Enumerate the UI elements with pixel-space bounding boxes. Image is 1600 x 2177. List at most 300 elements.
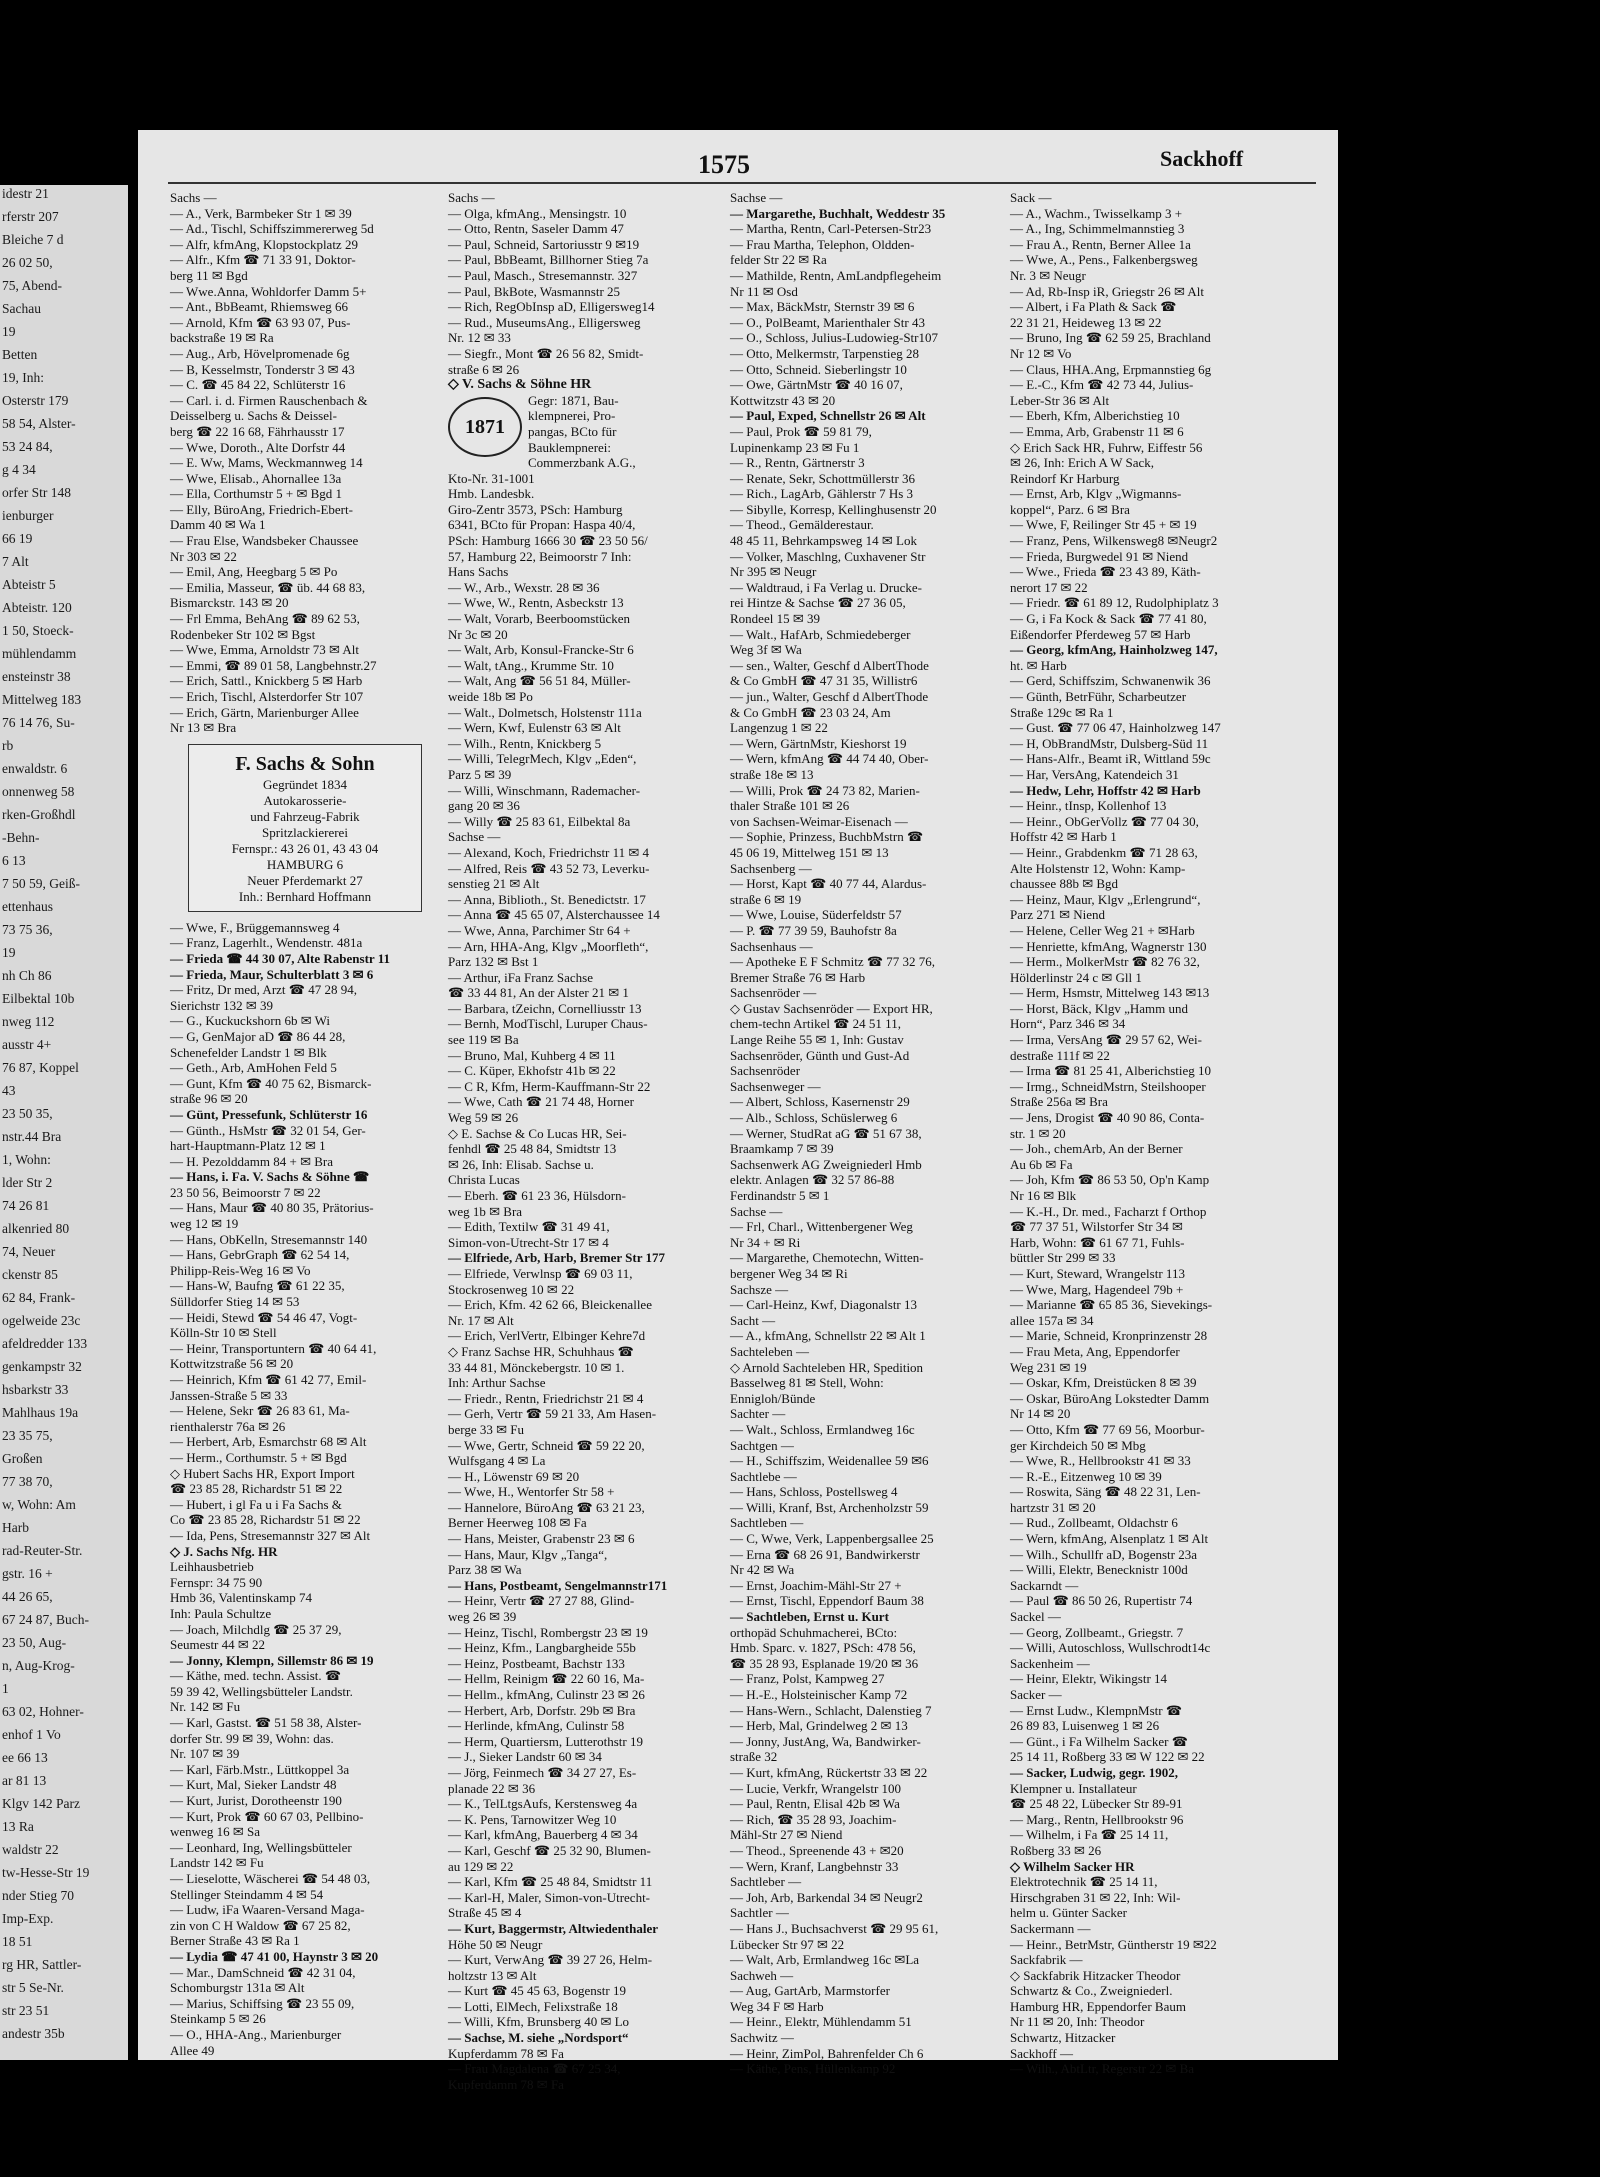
directory-entry-line: Sacker — [1010,1687,1062,1702]
directory-entry-line: — Wwe., Frieda ☎ 23 43 89, Käth- [1010,564,1201,580]
directory-entry-line: berge 33 ✉ Fu [448,1421,525,1437]
directory-entry-line: straße 6 ✉ 19 [730,891,802,907]
directory-entry-line: — Paul ☎ 86 50 26, Rupertistr 74 [1010,1593,1193,1609]
directory-entry-line: — Hans-Wern., Schlacht, Dalenstieg 7 [730,1702,932,1718]
directory-entry-line: — Wwe, Emma, Arnoldstr 73 ✉ Alt [170,642,360,658]
directory-entry-line: Nr 395 ✉ Neugr [730,564,817,580]
left-page-line: nweg 112 [2,1014,55,1029]
left-page-line: Abteistr. 120 [2,600,72,615]
directory-entry-line: Nr 11 ✉ 20, Inh: Theodor [1010,2014,1145,2030]
directory-entry-line: — Alfr, kfmAng, Klopstockplatz 29 [170,236,358,252]
text-line: HAMBURG 6 [266,856,344,872]
directory-entry-line: — Bruno, Mal, Kuhberg 4 ✉ 11 [448,1047,616,1063]
directory-entry-line: — Wwe, Anna, Parchimer Str 64 + [448,922,631,938]
directory-entry-line: — Har, VersAng, Katendeich 31 [1010,766,1179,782]
directory-entry-line: — Kurt, Prok ☎ 60 67 03, Pellbino- [170,1808,364,1824]
left-page-line: Großen [2,1451,43,1466]
directory-entry-line: — Erich, Kfm. 42 62 66, Bleickenallee [448,1297,652,1313]
directory-entry-line: & Co GmbH ☎ 47 31 35, Willistr6 [730,673,918,689]
directory-entry-line: Weg 34 F ✉ Harb [730,1998,824,2014]
left-page-line: 77 38 70, [2,1474,53,1489]
directory-entry-line: Straße 129c ✉ Ra 1 [1010,704,1114,720]
directory-entry-line: — Franz, Polst, Kampweg 27 [730,1671,885,1687]
left-page-line: 23 35 75, [2,1428,53,1443]
left-page-line: 76 87, Koppel [2,1060,79,1075]
directory-entry-line: — Wilh., Rentn, Knickberg 5 [448,735,602,751]
directory-entry-line: Lupinenkamp 23 ✉ Fu 1 [730,439,860,455]
directory-entry-line: — Herbert, Arb, Dorfstr. 29b ✉ Bra [448,1702,636,1718]
directory-entry-line: — Wwe.Anna, Wohldorfer Damm 5+ [170,283,367,299]
directory-entry-line: — H, ObBrandMstr, Dulsberg-Süd 11 [1010,735,1209,751]
directory-entry-line: — Ludw, iFa Waaren-Versand Maga- [170,1902,365,1918]
directory-entry-line: ◇ Arnold Sachteleben HR, Spedition [730,1359,924,1375]
left-page-line: gstr. 16 + [2,1566,53,1581]
directory-entry-line: Weg 59 ✉ 26 [448,1110,519,1126]
left-page-line: 6 13 [2,853,26,868]
directory-entry-line: ◇ J. Sachs Nfg. HR [170,1543,278,1559]
directory-entry-line: — Anna ☎ 45 65 07, Alsterchaussee 14 [448,907,660,923]
directory-entry-line: chaussee 88b ✉ Bgd [1010,876,1119,892]
directory-entry-line: Nr 16 ✉ Blk [1010,1188,1077,1203]
left-page-line: enwaldstr. 6 [2,761,68,776]
left-page-line: Bleiche 7 d [2,232,64,247]
directory-entry-line: Nr 42 ✉ Wa [730,1562,795,1578]
left-page-line: 73 75 36, [2,922,53,937]
directory-entry-line: — Ad., Tischl, Schiffszimmererweg 5d [170,221,374,237]
left-page-line: ar 81 13 [2,1773,47,1788]
left-page-line: ogelweide 23c [2,1313,81,1328]
directory-entry-line: Sackhoff — [1010,2045,1073,2061]
left-page-line: Mahlhaus 19a [2,1405,79,1420]
directory-entry-line: Nr 12 ✉ Vo [1010,345,1072,361]
directory-entry-line: Ferdinandstr 5 ✉ 1 [730,1188,830,1203]
directory-entry-line: — Olga, kfmAng., Mensingstr. 10 [448,205,627,221]
directory-entry-line: bergener Weg 34 ✉ Ri [730,1265,848,1281]
directory-entry-line: berg 11 ✉ Bgd [170,267,248,283]
directory-entry-line: — Volker, Maschlng, Cuxhavener Str [730,548,926,564]
left-page-line: genkampstr 32 [2,1359,82,1374]
directory-entry-line: — Wwe, F, Reilinger Str 45 + ✉ 19 [1010,517,1197,533]
directory-entry-line: — Frieda, Burgwedel 91 ✉ Niend [1010,548,1189,564]
directory-entry-line: — Karl, Kfm ☎ 25 48 84, Smidtstr 11 [448,1874,653,1890]
directory-entry-line: felder Str 22 ✉ Ra [730,252,827,268]
directory-entry-line: 26 89 83, Luisenweg 1 ✉ 26 [1010,1718,1160,1734]
directory-entry-line: Kölln-Str 10 ✉ Stell [170,1325,277,1341]
left-page-line: 19 [2,945,16,960]
left-page-line: Sachau [2,301,41,316]
left-page-line: mühlendamm [2,646,77,661]
directory-entry-line: — Heinr., ObGerVollz ☎ 77 04 30, [1010,813,1199,829]
directory-entry-line: Christa Lucas [448,1172,520,1188]
directory-entry-line: — Heinz, Kfm., Langbargheide 55b [448,1640,636,1656]
directory-entry-line: 45 06 19, Mittelweg 151 ✉ 13 [730,844,889,860]
left-page-line: 1 [2,1681,9,1696]
left-page-line: onnenweg 58 [2,784,75,799]
directory-entry-line: — Ernst Ludw., KlempnMstr ☎ [1010,1702,1183,1718]
directory-entry-line: — Ad, Rb-Insp iR, Griegstr 26 ✉ Alt [1010,283,1204,299]
directory-entry-line: — Kurt, Jurist, Dorotheenstr 190 [170,1793,342,1809]
directory-entry-line: — Horst, Bäck, Klgv „Hamm und [1010,1000,1189,1016]
directory-entry-line: — Hubert, i gl Fa u i Fa Sachs & [170,1496,342,1512]
text-line: PSch: Hamburg 1666 30 ☎ 23 50 56/ [448,533,648,549]
directory-entry-line: — Alfred, Reis ☎ 43 52 73, Leverku- [448,860,650,876]
column-2 [448,190,710,2092]
directory-entry-line: — Alb., Schloss, Schüslerweg 6 [730,1110,898,1126]
directory-entry-line: Bismarckstr. 143 ✉ 20 [170,595,289,611]
directory-entry-line: — Frl Emma, BehAng ☎ 89 62 53, [170,611,360,627]
left-page-line: -Behn- [2,830,40,845]
left-page-line: tw-Hesse-Str 19 [2,1865,90,1880]
left-page-line: 7 Alt [2,554,29,569]
directory-entry-line: — Käthe, med. techn. Assist. ☎ [170,1668,342,1684]
directory-entry-line: — Kurt, VerwAng ☎ 39 27 26, Helm- [448,1952,653,1968]
directory-entry-line: hart-Hauptmann-Platz 12 ✉ 1 [170,1138,326,1154]
left-page-line: rken-Großhdl [2,807,76,822]
directory-entry-line: — Walt., Schloss, Ermlandweg 16c [730,1421,915,1437]
directory-entry-line: — Georg, kfmAng, Hainholzweg 147, [1010,642,1218,658]
directory-entry-line: — Margarethe, Chemotechn, Witten- [730,1250,924,1266]
directory-entry-line: Sachse — [730,1203,783,1219]
directory-entry-line: Nr. 142 ✉ Fu [170,1699,241,1715]
directory-entry-line: Schwartz, Hitzacker [1010,2030,1116,2046]
directory-entry-line: — E.-C., Kfm ☎ 42 73 44, Julius- [1010,377,1194,393]
directory-entry-line: — Arnold, Kfm ☎ 63 93 07, Pus- [170,314,351,330]
left-page-line: 63 02, Hohner- [2,1704,84,1719]
directory-entry-line: — Arthur, iFa Franz Sachse [448,969,593,985]
left-page-line: rg HR, Sattler- [2,1957,82,1972]
directory-entry-line: — Paul, BkBote, Wasmannstr 25 [448,283,621,299]
directory-entry-line: — Herm., MolkerMstr ☎ 82 76 32, [1010,954,1200,970]
left-page-line: Osterstr 179 [2,393,69,408]
directory-entry-line: Lübecker Str 97 ✉ 22 [730,1936,845,1952]
directory-entry-line: — Geth., Arb, AmHohen Feld 5 [170,1060,337,1076]
directory-entry-line: Sachsenröder [730,1063,801,1079]
left-page-line: ckenstr 85 [2,1267,58,1282]
directory-entry-line: — Albert, i Fa Plath & Sack ☎ [1010,299,1177,315]
directory-entry-line: — Ida, Pens, Stresemannstr 327 ✉ Alt [170,1527,371,1543]
directory-entry-line: — Apotheke E F Schmitz ☎ 77 32 76, [730,954,936,970]
directory-entry-line: — Marie, Schneid, Kronprinzenstr 28 [1010,1328,1208,1344]
directory-entry-line: weg 1b ✉ Bra [448,1203,523,1219]
directory-entry-line: Weg 3f ✉ Wa [730,642,802,658]
directory-entry-line: — Paul, Exped, Schnellstr 26 ✉ Alt [730,408,926,424]
directory-entry-line: — Ella, Corthumstr 5 + ✉ Bgd 1 [170,486,343,502]
left-page-line: 43 [2,1083,16,1098]
directory-entry-line: — Siegfr., Mont ☎ 26 56 82, Smidt- [448,345,644,361]
directory-page [138,130,1338,2092]
directory-entry-line: — Ernst, Tischl, Eppendorf Baum 38 [730,1593,924,1609]
left-page-line: 74 26 81 [2,1198,50,1213]
directory-entry-line: — Frau A., Rentn, Berner Allee 1a [1010,236,1191,252]
directory-entry-line: — Helene, Celler Weg 21 + ✉Harb [1010,922,1195,938]
directory-entry-line: str. 1 ✉ 20 [1010,1125,1066,1141]
left-page-line: afeldredder 133 [2,1336,88,1351]
directory-entry-line: Sackfabrik — [1010,1952,1083,1968]
directory-entry-line: — Frl, Charl., Wittenbergener Weg [730,1219,913,1235]
directory-entry-line: — Wilh., AbtLtr, Regerstr 22 ✉ Ba [1010,2061,1195,2077]
directory-entry-line: — Heinr, Elektr, Wikingstr 14 [1010,1671,1168,1687]
directory-entry-line: — Karl-H, Maler, Simon-von-Utrecht- [448,1889,651,1905]
directory-entry-line: — Otto, Schneid. Sieberlingstr 10 [730,361,907,377]
directory-entry-line: 23 50 56, Beimoorstr 7 ✉ 22 [170,1184,321,1200]
directory-entry-line: — Heinr, Transportuntern ☎ 40 64 41, [170,1340,377,1356]
directory-entry-line: — K., TelLtgsAufs, Kerstensweg 4a [448,1796,638,1812]
directory-entry-line: — Walt, Arb, Konsul-Francke-Str 6 [448,642,634,658]
left-page-line: andestr 35b [2,2026,65,2041]
directory-entry-line: Nr 11 ✉ Osd [730,283,798,299]
directory-entry-line: — Wern, GärtnMstr, Kieshorst 19 [730,735,907,751]
directory-entry-line: Sachsenweger — [730,1078,821,1094]
directory-entry-line: see 119 ✉ Ba [448,1032,519,1048]
directory-entry-line: — Erich, Sattl., Knickberg 5 ✉ Harb [170,673,363,689]
left-page-line: rferstr 207 [2,209,59,224]
directory-entry-line: — G, GenMajor aD ☎ 86 44 28, [170,1028,346,1044]
directory-entry-line: — Herb, Mal, Grindelweg 2 ✉ 13 [730,1718,908,1734]
directory-entry-line: — Wwe, W., Rentn, Asbeckstr 13 [448,595,624,611]
directory-entry-line: — Hellm, Reinigm ☎ 22 60 16, Ma- [448,1671,645,1687]
directory-entry-line: Nr. 107 ✉ 39 [170,1746,240,1762]
directory-entry-line: Reindorf Kr Harburg [1010,470,1120,486]
left-page-line: ienburger [2,508,54,523]
directory-entry-line: — Käthe, Pens, Hüllenkamp 92 [730,2061,896,2077]
directory-entry-line: Sachsze — [730,1281,789,1297]
directory-entry-line: — Hans, GebrGraph ☎ 62 54 14, [170,1247,350,1263]
directory-entry-line: Berner Heerweg 108 ✉ Fa [448,1515,587,1531]
directory-entry-line: — Elfriede, Verwlnsp ☎ 69 03 11, [448,1265,633,1281]
directory-entry-line: Sachtler — [730,1905,789,1921]
left-page-line: 44 26 65, [2,1589,53,1604]
directory-entry-line: — Walt, Vorarb, Beerboomstücken [448,611,631,627]
advertisement-box [188,744,422,912]
directory-entry-line: — Kurt, kfmAng, Rückertstr 33 ✉ 22 [730,1764,928,1780]
directory-entry-line: Alte Holstenstr 12, Wohn: Kamp- [1010,860,1186,876]
directory-entry-line: Parz 5 ✉ 39 [448,766,512,782]
directory-entry-line: Leber-Str 36 ✉ Alt [1010,392,1110,408]
directory-entry-line: Nr 13 ✉ Bra [170,720,237,736]
directory-entry-line: — Heinz, Maur, Klgv „Erlengrund“, [1010,891,1201,907]
firm-entry-sachs-soehne [448,377,710,580]
directory-entry-line: — Jonny, JustAng, Wa, Bandwirker- [730,1733,921,1749]
left-page-line: 7 50 59, Geiß- [2,876,80,891]
directory-entry-line: Damm 40 ✉ Wa 1 [170,517,266,533]
directory-entry-line: — Heidi, Stewd ☎ 54 46 47, Vogt- [170,1309,358,1325]
directory-entry-line: — Lotti, ElMech, Felixstraße 18 [448,1998,618,2014]
left-page-line: 75, Abend- [2,278,62,293]
text-line: 6341, BCto für Propan: Haspa 40/4, [448,517,636,533]
directory-entry-line: — Willi, Winschmann, Rademacher- [448,782,641,798]
directory-entry-line: Stellinger Steindamm 4 ✉ 54 [170,1886,324,1902]
directory-entry-line: Wulfsgang 4 ✉ La [448,1453,546,1469]
directory-entry-line: ◇ E. Sachse & Co Lucas HR, Sei- [448,1125,627,1141]
directory-entry-line: Lange Reihe 55 ✉ 1, Inh: Gustav [730,1032,904,1048]
directory-entry-line: — Paul, BbBeamt, Billhorner Stieg 7a [448,252,649,268]
directory-entry-line: Philipp-Reis-Weg 16 ✉ Vo [170,1262,311,1278]
directory-entry-line: Horn“, Parz 346 ✉ 34 [1010,1016,1126,1032]
directory-entry-line: — Owe, GärtnMstr ☎ 40 16 07, [730,377,903,393]
directory-entry-line: ◇ Hubert Sachs HR, Export Import [170,1465,355,1481]
directory-entry-line: — Kurt, Steward, Wrangelstr 113 [1010,1265,1185,1281]
directory-entry-line: — Joh, Kfm ☎ 86 53 50, Op'n Kamp [1010,1172,1210,1188]
directory-entry-line: — Karl, kfmAng, Bauerberg 4 ✉ 34 [448,1827,638,1843]
directory-entry-line: — O., PolBeamt, Marienthaler Str 43 [730,314,925,330]
directory-entry-line: — Theod., Spreenende 43 + ✉20 [730,1842,904,1858]
directory-entry-line: Fernspr: 34 75 90 [170,1574,263,1590]
directory-entry-line: — A., Verk, Barmbeker Str 1 ✉ 39 [170,205,352,221]
text-line: Inh.: Bernhard Hoffmann [238,888,372,904]
directory-entry-line: 25 14 11, Roßberg 33 ✉ W 122 ✉ 22 [1010,1749,1205,1765]
directory-entry-line: — Lucie, Verkfr, Wrangelstr 100 [730,1780,902,1796]
left-page-line: 1 50, Stoeck- [2,623,74,638]
directory-entry-line: büttler Str 299 ✉ 33 [1010,1250,1116,1266]
directory-entry-line: — Willi, Kranf, Bst, Archenholzstr 59 [730,1499,929,1515]
directory-entry-line: — Rud., MuseumsAng., Elligersweg [448,314,641,330]
directory-entry-line: — Carl. i. d. Firmen Rauschenbach & [170,392,368,408]
directory-entry-line: — Wern, Kwf, Eulenstr 63 ✉ Alt [448,720,621,736]
directory-entry-line: — B, Kesselmstr, Tonderstr 3 ✉ 43 [170,361,355,377]
left-page-line: ee 66 13 [2,1750,48,1765]
directory-entry-line: — Wern, kfmAng, Alsenplatz 1 ✉ Alt [1010,1531,1209,1547]
directory-entry-line: Landstr 142 ✉ Fu [170,1855,264,1871]
directory-entry-line: — Walt, Arb, Ermlandweg 16c ✉La [730,1952,920,1968]
directory-entry-line: Inh: Paula Schultze [170,1605,272,1621]
directory-entry-line: Nr 34 + ✉ Ri [730,1234,801,1250]
left-page-line: 23 50 35, [2,1106,53,1121]
left-page-line: idestr 21 [2,186,49,201]
directory-entry-line: — Walt., Dolmetsch, Holstenstr 111a [448,704,642,720]
directory-entry-line: — Paul, Rentn, Elisal 42b ✉ Wa [730,1796,900,1812]
directory-entry-line: Sachwitz — [730,2030,794,2046]
directory-entry-line: Parz 38 ✉ Wa [448,1562,522,1578]
directory-entry-line: — Hans, ObKelln, Stresemannstr 140 [170,1231,368,1247]
left-page-line: Abteistr 5 [2,577,56,592]
column-3 [730,190,992,2077]
directory-entry-line: von Sachsen-Weimar-Eisenach — [730,813,908,829]
directory-entry-line: — Sacker, Ludwig, gegr. 1902, [1010,1764,1179,1780]
directory-entry-line: — Rich., LagArb, Gählerstr 7 Hs 3 [730,486,914,502]
directory-entry-line: Sachtleben — [730,1515,804,1531]
left-page-line: 19 [2,324,16,339]
left-page-line: Harb [2,1520,29,1535]
directory-entry-line: Bremer Straße 76 ✉ Harb [730,969,866,985]
directory-entry-line: — P. ☎ 77 39 59, Bauhofstr 8a [730,922,897,938]
directory-entry-line: — Marius, Schiffsing ☎ 23 55 09, [170,1995,355,2011]
directory-entry-line: — Anna, Biblioth., St. Benedictstr. 17 [448,891,646,907]
directory-entry-line: — H., Löwenstr 69 ✉ 20 [448,1468,580,1484]
left-page-line: waldstr 22 [2,1842,59,1857]
directory-entry-line: — Willi, Prok ☎ 24 73 82, Marien- [730,782,920,798]
directory-entry-line: — Frieda ☎ 44 30 07, Alte Rabenstr 11 [170,950,390,966]
directory-entry-line: — Hans J., Buchsachverst ☎ 29 95 61, [730,1920,939,1936]
directory-entry-line: — Hans, Maur, Klgv „Tanga“, [448,1546,608,1562]
text-line: Autokarosserie- [263,792,347,808]
directory-entry-line: Nr. 12 ✉ 33 [448,330,511,346]
directory-entry-line: — Gust. ☎ 77 06 47, Hainholzweg 147 [1010,720,1221,736]
left-page-line: Imp-Exp. [2,1911,54,1926]
ad-lines [195,777,415,905]
directory-entry-line: — Eberh. ☎ 61 23 36, Hülsdorn- [448,1188,626,1203]
directory-entry-line: Schenefelder Landstr 1 ✉ Blk [170,1044,327,1060]
directory-entry-line: — E. Ww, Mams, Weckmannweg 14 [170,455,363,471]
directory-entry-line: — Walt, tAng., Krumme Str. 10 [448,657,614,673]
directory-entry-line: — Willy ☎ 25 83 61, Eilbektal 8a [448,813,631,829]
directory-entry-line: — Gerd, Schiffszim, Schwanenwik 36 [1010,673,1211,689]
directory-entry-line: — A., Ing, Schimmelmannstieg 3 [1010,221,1185,237]
directory-entry-line: — Oskar, BüroAng Lokstedter Damm [1010,1390,1210,1406]
directory-entry-line: Schwartz & Co., Zweigniederl. [1010,1983,1173,1999]
directory-entry-line: — Lydia ☎ 47 41 00, Haynstr 3 ✉ 20 [170,1948,379,1964]
directory-entry-line: Janssen-Straße 5 ✉ 33 [170,1387,288,1403]
directory-entry-line: — Erich, Gärtn, Marienburger Allee [170,704,359,720]
directory-entry-line: — Sachse, M. siehe „Nordsport“ [448,2030,629,2046]
directory-entry-line: — R., Rentn, Gärtnerstr 3 [730,455,865,471]
directory-entry-line: — Irma ☎ 81 25 41, Alberichstieg 10 [1010,1063,1212,1079]
directory-entry-line: — Emmi, ☎ 89 01 58, Langbehnstr.27 [170,657,377,673]
directory-entry-line: — Karl, Färb.Mstr., Lüttkoppel 3a [170,1761,350,1777]
directory-entry-line: — K.-H., Dr. med., Facharzt f Orthop [1010,1203,1207,1219]
left-page-line: alkenried 80 [2,1221,70,1236]
directory-entry-line: orthopäd Schuhmacherei, BCto: [730,1624,898,1640]
directory-entry-line: hartzstr 31 ✉ 20 [1010,1499,1096,1515]
directory-entry-line: straße 32 [730,1749,778,1765]
directory-entry-line: — Franz, Pens, Wilkensweg8 ✉Neugr2 [1010,533,1218,549]
directory-entry-line: — O., HHA-Ang., Marienburger [170,2026,342,2042]
text-line: Bauklempnerei: [528,439,612,455]
directory-entry-line: Harb, Wohn: ☎ 61 67 71, Fuhls- [1010,1234,1185,1250]
directory-entry-line: — Gunt, Kfm ☎ 40 75 62, Bismarck- [170,1075,372,1091]
directory-entry-line: — Heinr., tInsp, Kollenhof 13 [1010,798,1167,814]
left-page-line: 1, Wohn: [2,1152,51,1167]
directory-entry-line: 48 45 11, Behrkampsweg 14 ✉ Lok [730,533,917,549]
directory-entry-line: straße 18e ✉ 13 [730,766,814,782]
directory-entry-line: — Herm, Hsmstr, Mittelweg 143 ✉13 [1010,985,1210,1001]
directory-entry-line: — Frau Magdalena ☎ 67 25 34, [448,2061,621,2077]
directory-entry-line: — Margarethe, Buchhalt, Weddestr 35 [730,205,946,221]
directory-entry-line: Sachse — [448,829,501,845]
directory-entry-line: — Heinrich, Kfm ☎ 61 42 77, Emil- [170,1372,367,1387]
directory-entry-line: — Emilia, Masseur, ☎ üb. 44 68 83, [170,579,366,595]
directory-entry-line: Au 6b ✉ Fa [1010,1156,1073,1172]
directory-entry-line: Sachtlebe — [730,1468,797,1484]
directory-entry-line: Straße 45 ✉ 4 [448,1905,522,1921]
directory-entry-line: nerort 17 ✉ 22 [1010,579,1088,595]
directory-entry-line: — Hans, Meister, Grabenstr 23 ✉ 6 [448,1531,635,1547]
directory-entry-line: — Irma, VersAng ☎ 29 57 62, Wei- [1010,1032,1202,1048]
directory-entry-line: — Erna ☎ 68 26 91, Bandwirkerstr [730,1546,920,1562]
directory-entry-line: — Kurt, Mal, Sieker Landstr 48 [170,1777,337,1793]
directory-entry-line: Sackarndt — [1010,1577,1079,1593]
directory-entry-line: — Helene, Sekr ☎ 26 83 61, Ma- [170,1403,350,1419]
directory-entry-line: — Frau Meta, Ang, Eppendorfer [1010,1343,1180,1359]
directory-entry-line: — Heinz, Tischl, Rombergstr 23 ✉ 19 [448,1624,648,1640]
directory-entry-line: Mähl-Str 27 ✉ Niend [730,1827,843,1843]
left-page-line: 13 Ra [2,1819,34,1834]
left-page-line: lder Str 2 [2,1175,53,1190]
directory-entry-line: ☎ 33 44 81, An der Alster 21 ✉ 1 [448,985,629,1001]
directory-entry-line: Simon-von-Utrecht-Str 17 ✉ 4 [448,1234,609,1250]
directory-entry-line: Sachsenberg — [730,860,812,876]
left-page-line: 23 50, Aug- [2,1635,67,1650]
directory-entry-line: Schomburgstr 131a ✉ Alt [170,1980,305,1996]
left-page-line: rad-Reuter-Str. [2,1543,83,1558]
directory-entry-line: rienthalerstr 76a ✉ 26 [170,1418,286,1434]
directory-entry-line: chem-techn Artikel ☎ 24 51 11, [730,1016,901,1032]
text-line: Hans Sachs [448,564,509,580]
directory-entry-line: — Gerh, Vertr ☎ 59 21 33, Am Hasen- [448,1406,657,1422]
directory-entry-line: — Waldtraud, i Fa Verlag u. Drucke- [730,579,922,595]
directory-entry-line: — Otto, Melkermstr, Tarpenstieg 28 [730,345,919,361]
left-page-line: 18 51 [2,1934,33,1949]
directory-entry-line: — Bruno, Ing ☎ 62 59 25, Brachland [1010,330,1211,346]
